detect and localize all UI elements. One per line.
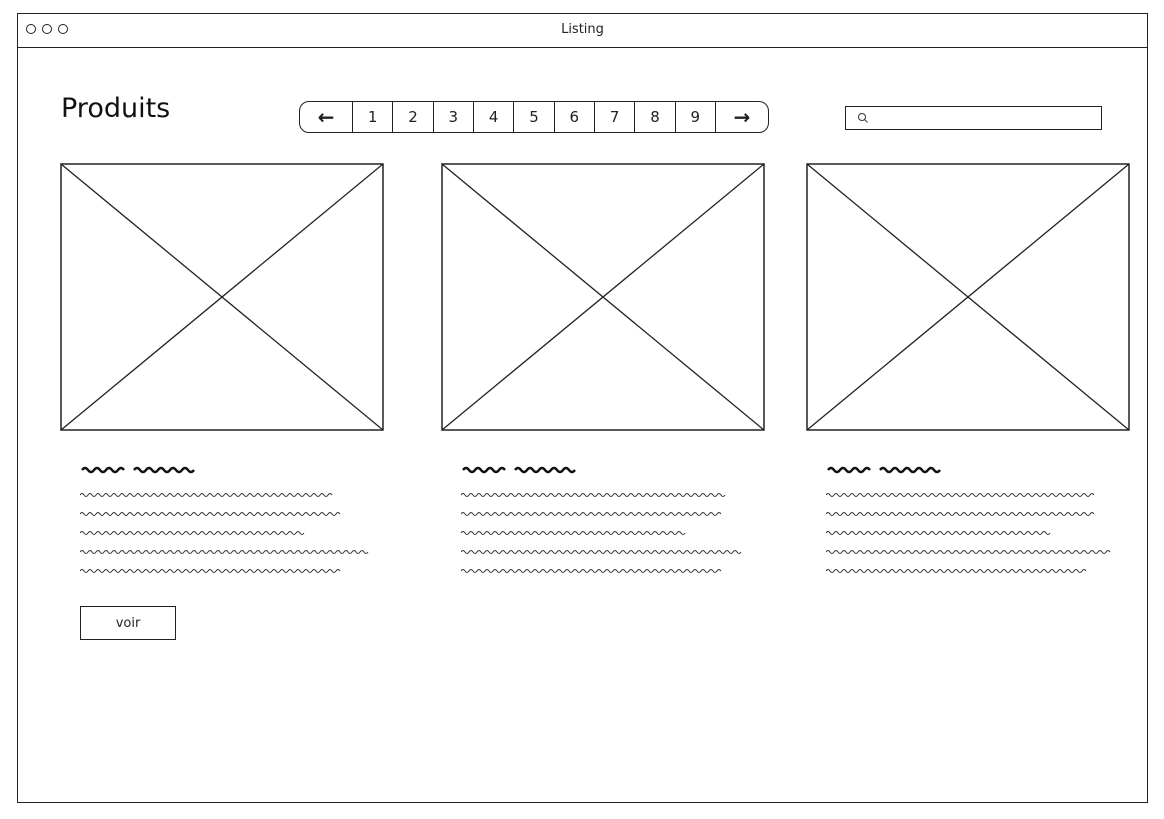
pagination-page-7[interactable]: 7 (595, 102, 635, 132)
pagination-page-5[interactable]: 5 (514, 102, 554, 132)
image-placeholder (441, 162, 766, 432)
search-icon (856, 111, 870, 125)
product-description-scribble (826, 490, 1116, 580)
title-bar (18, 14, 1147, 48)
pagination-page-4[interactable]: 4 (474, 102, 514, 132)
image-placeholder (60, 162, 385, 432)
page-title: Produits (61, 93, 171, 124)
product-title-scribble (80, 462, 220, 476)
product-description-scribble (461, 490, 751, 580)
pagination (299, 101, 769, 133)
product-card (60, 162, 385, 631)
image-placeholder (806, 162, 1131, 432)
pagination-prev-button[interactable]: ← (300, 102, 353, 132)
product-description-scribble (80, 490, 370, 580)
pagination-page-9[interactable]: 9 (676, 102, 716, 132)
product-title-scribble (826, 462, 966, 476)
product-title-scribble (461, 462, 601, 476)
pagination-page-1[interactable]: 1 (353, 102, 393, 132)
pagination-page-8[interactable]: 8 (635, 102, 675, 132)
product-card (441, 162, 766, 580)
window-title: Listing (561, 22, 604, 37)
pagination-next-button[interactable]: → (733, 105, 751, 129)
search-input[interactable] (874, 108, 1101, 128)
pagination-page-2[interactable]: 2 (393, 102, 433, 132)
pagination-page-3[interactable]: 3 (434, 102, 474, 132)
pagination-page-6[interactable]: 6 (555, 102, 595, 132)
search-box[interactable] (845, 106, 1102, 130)
voir-button[interactable]: voir (80, 606, 176, 640)
product-card (806, 162, 1131, 580)
